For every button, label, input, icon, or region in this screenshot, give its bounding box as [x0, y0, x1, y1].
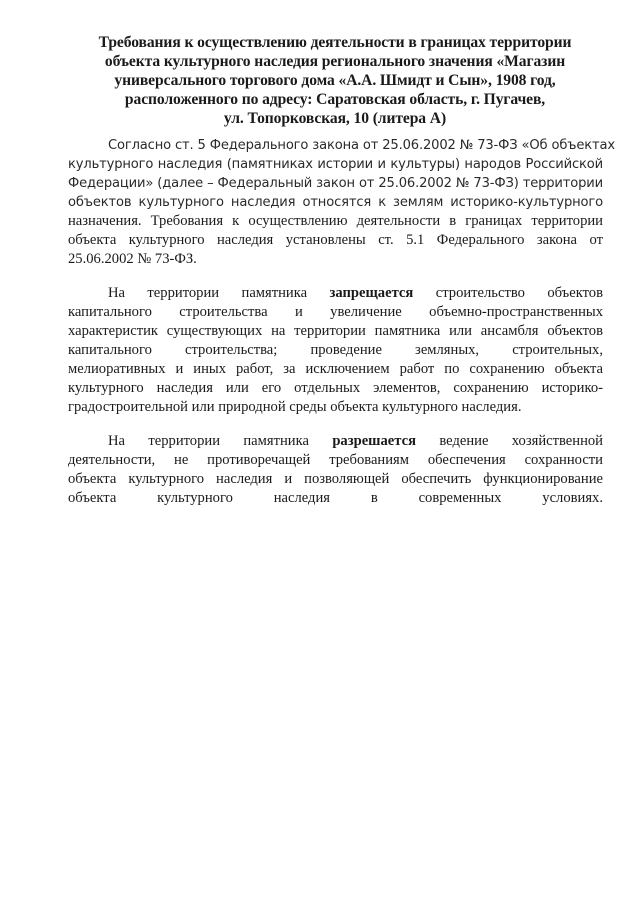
paragraph-line: градостроительной или природной среды объекта культурного наследия. — [68, 399, 522, 415]
permitted-keyword: разрешается — [332, 433, 416, 449]
title-line: ул. Топорковская, 10 (литера А) — [223, 110, 447, 127]
paragraph-line: 25.06.2002 № 73-ФЗ. — [68, 251, 197, 267]
paragraph-line: объектов культурного наследия относятся к землям историко-культурного — [68, 195, 603, 210]
paragraph-permitted — [68, 432, 603, 508]
paragraph-line: культурного наследия или его отдельных элементов, сохранению историко- — [68, 380, 603, 396]
paragraph-legal-basis — [68, 136, 615, 269]
paragraph-line: объекта культурного наследия установлены ст. 5.1 Федерального закона от — [68, 232, 603, 248]
paragraph-line: мелиоративных и иных работ, за исключением работ по сохранению объекта — [68, 361, 603, 377]
title-line: универсального торгового дома «А.А. Шмидт и Сын», 1908 год, — [114, 72, 556, 89]
paragraph-line: капитального строительства и увеличение объемно-пространственных — [68, 304, 603, 320]
paragraph-line: Согласно ст. 5 Федерального закона от 25.06.2002 № 73-ФЗ «Об объектах — [108, 138, 615, 153]
title-line: объекта культурного наследия регионального значения «Магазин — [104, 53, 566, 70]
paragraph-line: назначения. Требования к осуществлению деятельности в границах территории — [68, 213, 603, 229]
paragraph-line: капитального строительства; проведение земляных, строительных, — [68, 342, 603, 358]
paragraph-line: Федерации» (далее – Федеральный закон от 25.06.2002 № 73-ФЗ) территории — [68, 176, 603, 191]
line-text: На территории памятника — [108, 433, 309, 449]
prohibited-keyword: запрещается — [329, 285, 414, 301]
paragraph-line: объекта культурного наследия и позволяющей обеспечить функционирование — [68, 471, 603, 487]
line-text: строительство объектов — [435, 285, 603, 301]
paragraph-line: культурного наследия (памятниках истории и культуры) народов Российской — [68, 157, 603, 172]
title-line: Требования к осуществлению деятельности в границах территории — [98, 34, 572, 51]
paragraph-line — [68, 284, 603, 303]
document-title — [60, 33, 610, 128]
line-text: ведение хозяйственной — [439, 433, 603, 449]
paragraph-line: характеристик существующих на территории памятника или ансамбля объектов — [68, 323, 603, 339]
paragraph-line: объекта культурного наследия в современных условиях. — [68, 490, 603, 506]
line-text: На территории памятника — [108, 285, 308, 301]
paragraph-line — [68, 432, 603, 451]
title-line: расположенного по адресу: Саратовская область, г. Пугачев, — [124, 91, 546, 108]
paragraph-prohibited — [68, 284, 603, 417]
paragraph-line: деятельности, не противоречащей требованиям обеспечения сохранности — [68, 452, 603, 468]
